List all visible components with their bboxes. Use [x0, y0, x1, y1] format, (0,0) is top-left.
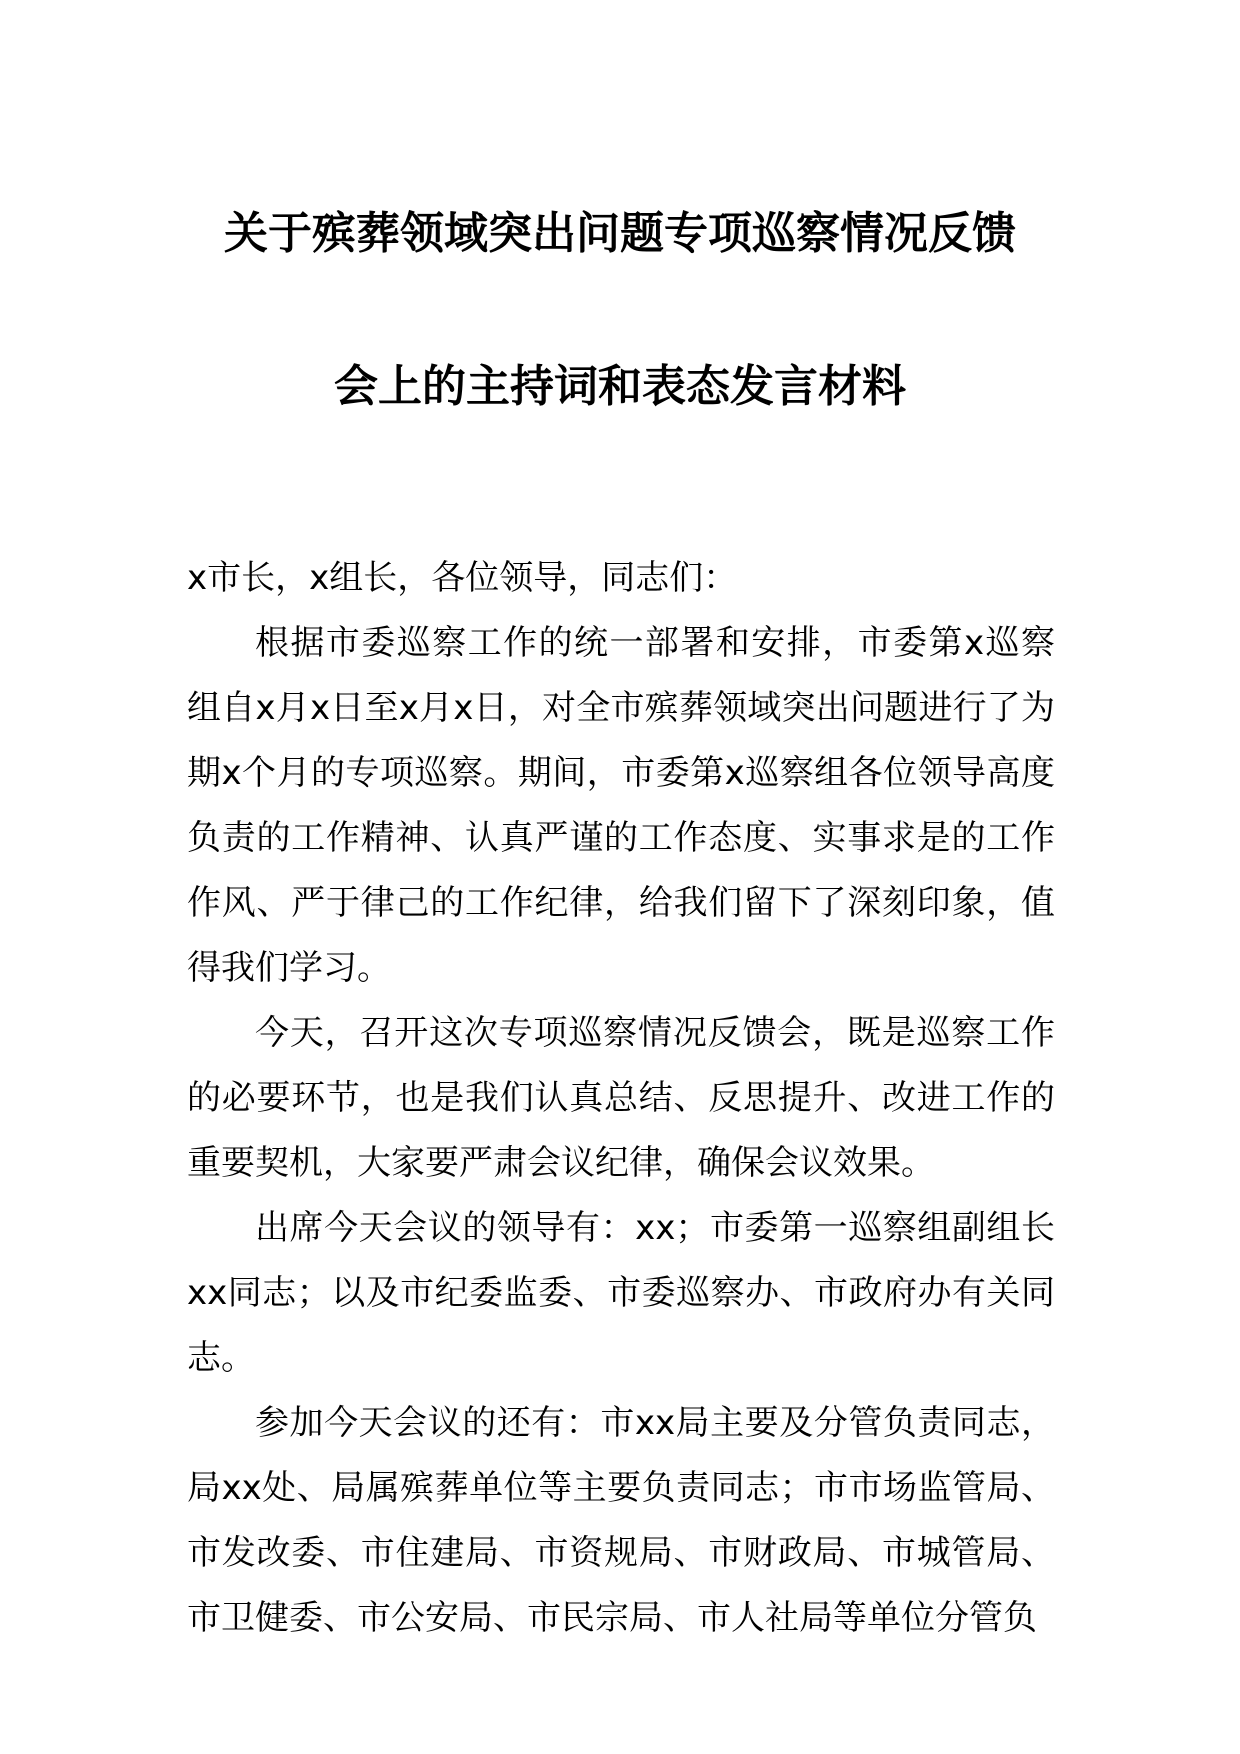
salutation: x市长，x组长，各位领导，同志们： — [187, 558, 738, 598]
document-title-line-2: 会上的主持词和表态发言材料 — [334, 361, 906, 412]
paragraph-4: 参加今天会议的还有：市xx局主要及分管负责同志，局xx处、局属殡葬单位等主要负责同志；市市场监管局、市发改委、市住建局、市资规局、市财政局、市城管局、市卫健委、市公安局、市民宗局、市人社局等单位分管负 — [187, 1403, 1055, 1638]
paragraph-1: 根据市委巡察工作的统一部署和安排，市委第x巡察组自x月x日至x月x日，对全市殡葬领域突出问题进行了为期x个月的专项巡察。期间，市委第x巡察组各位领导高度负责的工作精神、认真严谨的工作态度、实事求是的工作作风、严于律己的工作纪律，给我们留下了深刻印象，值得我们学习。 — [187, 623, 1055, 988]
document-body — [187, 546, 1055, 1651]
paragraph-2: 今天，召开这次专项巡察情况反馈会，既是巡察工作的必要环节，也是我们认真总结、反思提升、改进工作的重要契机，大家要严肃会议纪律，确保会议效果。 — [187, 1013, 1055, 1183]
document-title-line-1: 关于殡葬领域突出问题专项巡察情况反馈 — [224, 208, 1016, 259]
paragraph-3: 出席今天会议的领导有：xx；市委第一巡察组副组长xx同志；以及市纪委监委、市委巡察办、市政府办有关同志。 — [187, 1208, 1055, 1378]
